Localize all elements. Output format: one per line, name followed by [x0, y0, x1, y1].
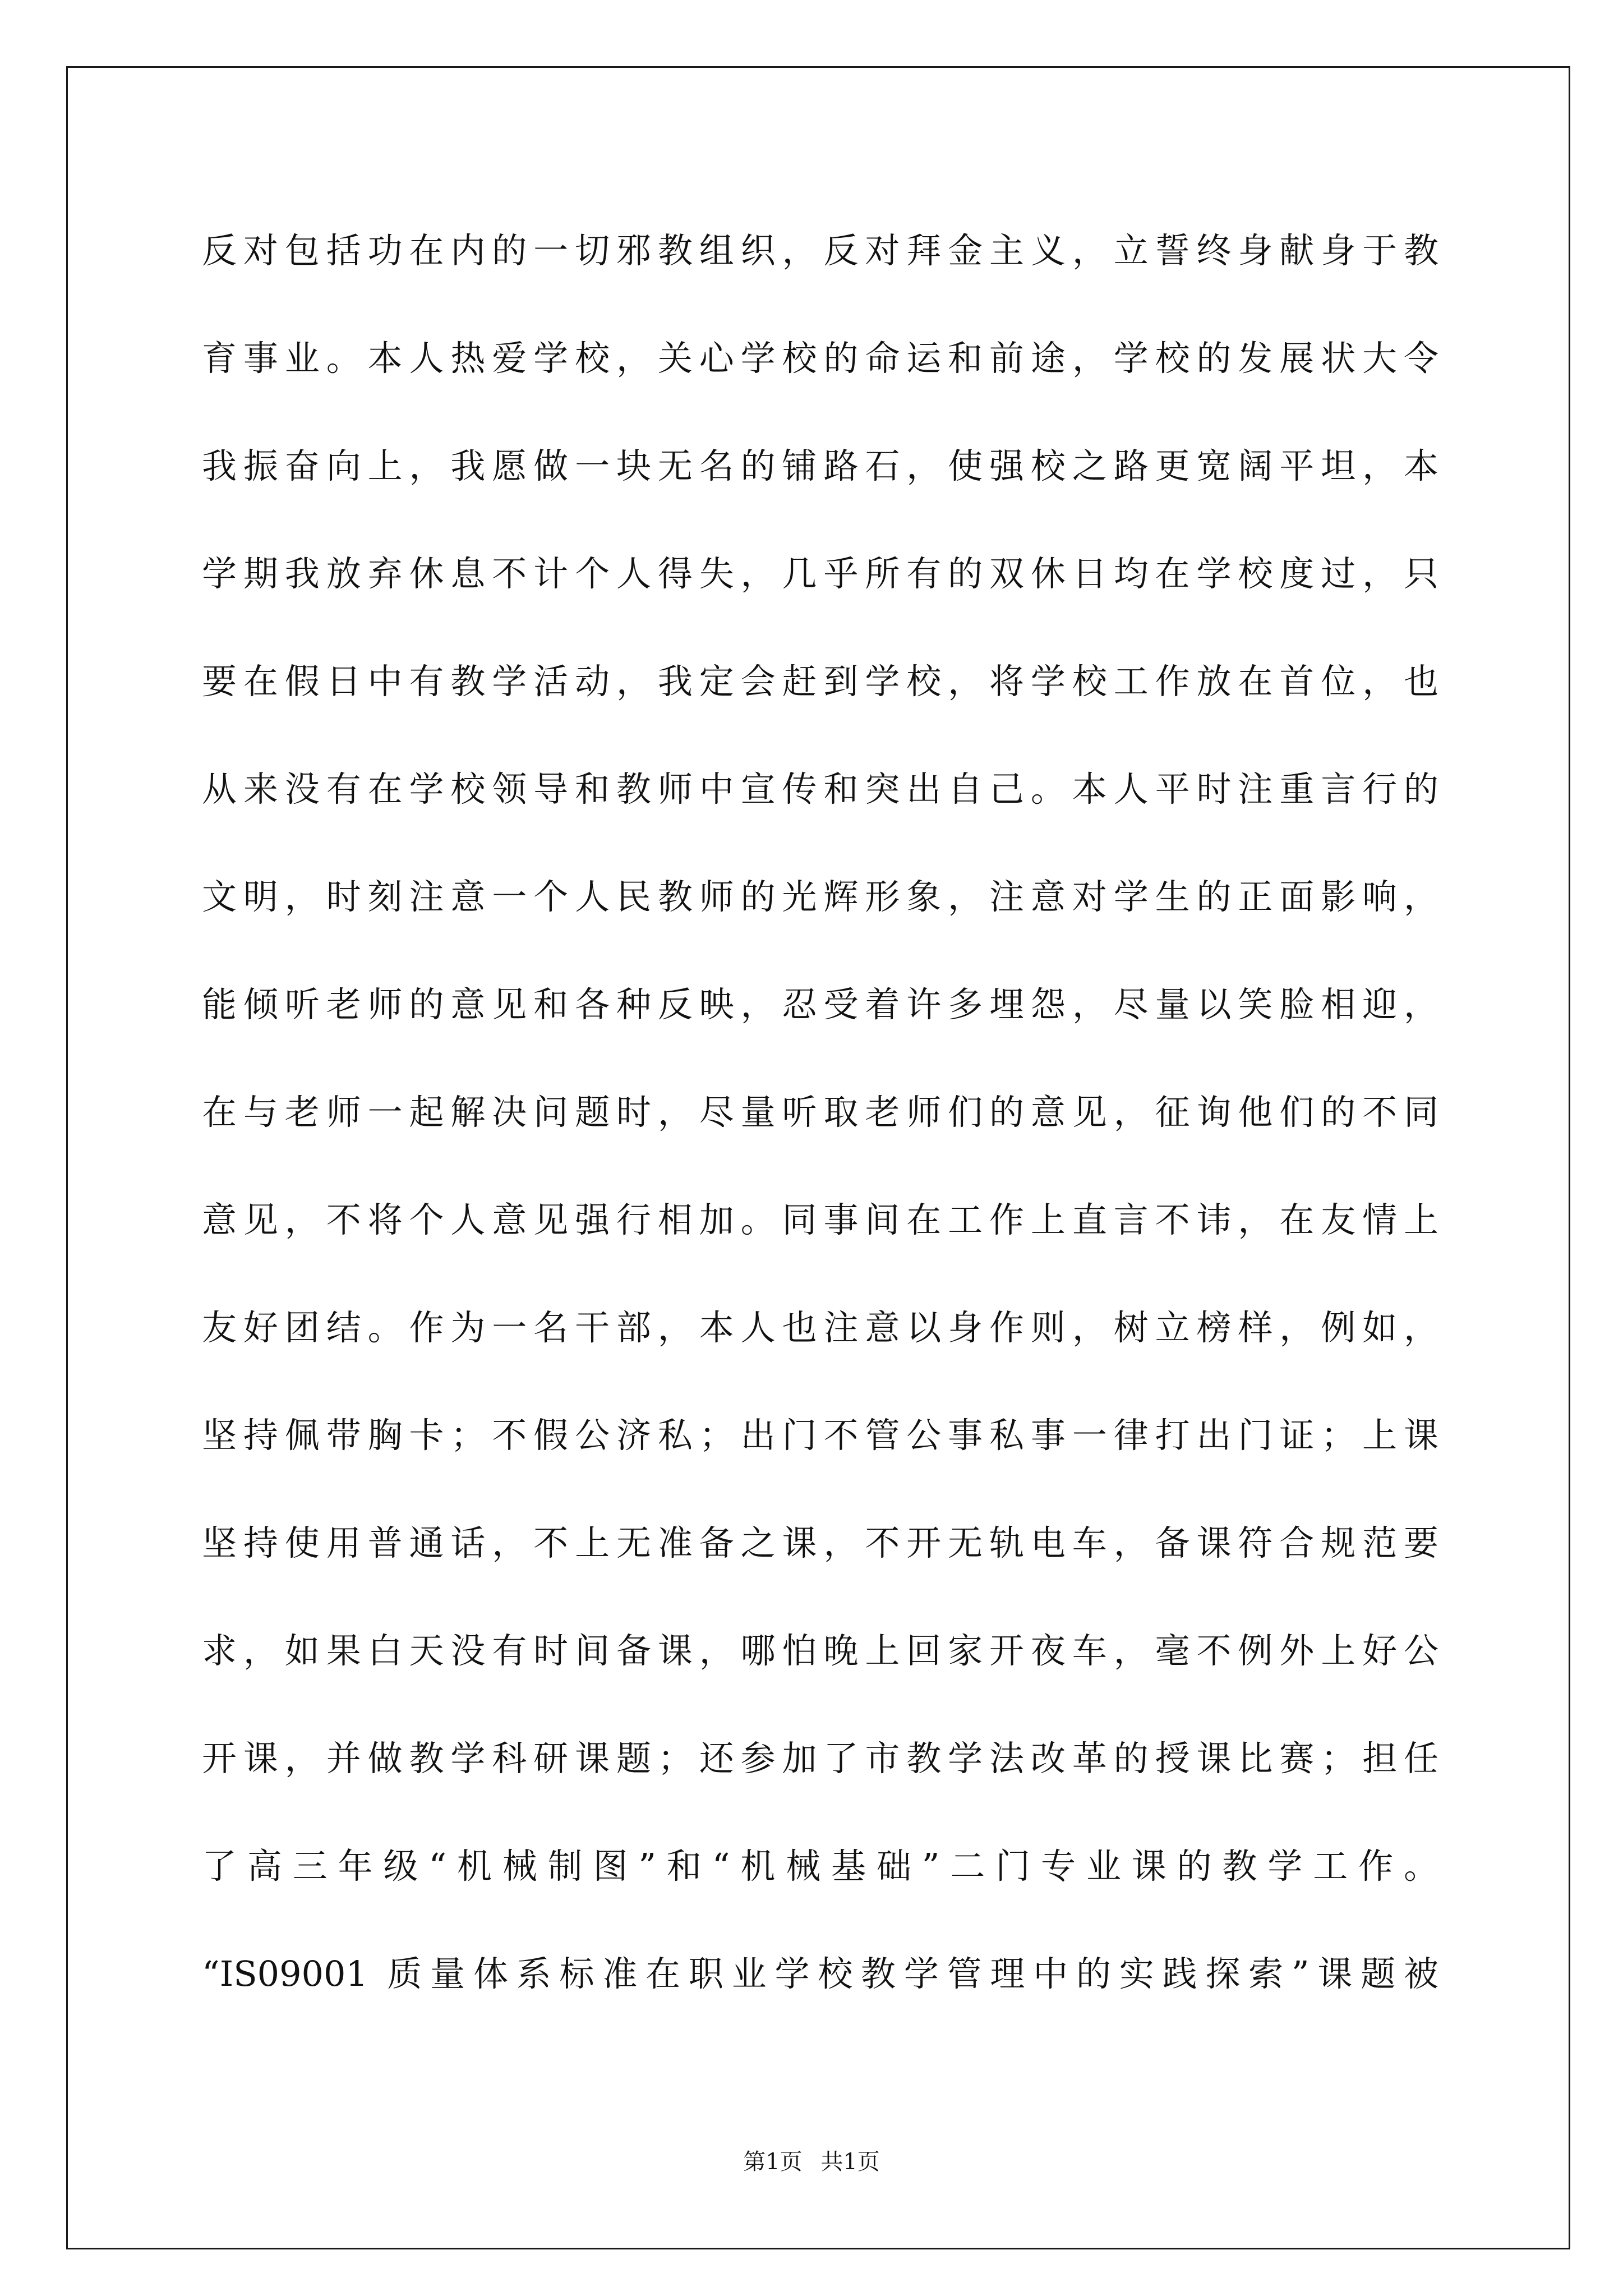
text-line: 我振奋向上，我愿做一块无名的铺路石，使强校之路更宽阔平坦，本: [202, 445, 1438, 486]
text-line: 学期我放弃休息不计个人得失，几乎所有的双休日均在学校度过，只: [202, 553, 1438, 594]
text-line: 能倾听老师的意见和各种反映，忍受着许多埋怨，尽量以笑脸相迎，: [202, 984, 1438, 1025]
text-line: 从来没有在学校领导和教师中宣传和突出自己。本人平时注重言行的: [202, 769, 1438, 809]
text-line: 文明，时刻注意一个人民教师的光辉形象，注意对学生的正面影响，: [202, 876, 1438, 917]
text-line: 友好团结。作为一名干部，本人也注意以身作则，树立榜样，例如，: [202, 1307, 1438, 1348]
text-line: 开课，并做教学科研课题；还参加了市教学法改革的授课比赛；担任: [202, 1738, 1438, 1779]
page-number-footer: 第1页 共1页: [743, 2149, 880, 2175]
text-line: 坚持使用普通话，不上无准备之课，不开无轨电车，备课符合规范要: [202, 1522, 1438, 1563]
document-body: [202, 197, 1438, 2028]
text-line: 要在假日中有教学活动，我定会赶到学校，将学校工作放在首位，也: [202, 661, 1438, 702]
text-line: 意见，不将个人意见强行相加。同事间在工作上直言不讳，在友情上: [202, 1199, 1438, 1240]
text-line: 育事业。本人热爱学校，关心学校的命运和前途，学校的发展状大令: [202, 338, 1438, 379]
text-line: 求，如果白天没有时间备课，哪怕晚上回家开夜车，毫不例外上好公: [202, 1630, 1438, 1671]
text-line: “IS09001 质量体系标准在职业学校教学管理中的实践探索”课题被: [202, 1953, 1438, 1994]
text-line: 在与老师一起解决问题时，尽量听取老师们的意见，征询他们的不同: [202, 1092, 1438, 1133]
text-line: 了高三年级“机械制图”和“机械基础”二门专业课的教学工作。: [202, 1846, 1438, 1887]
text-line: 反对包括功在内的一切邪教组织，反对拜金主义，立誓终身献身于教: [202, 230, 1438, 271]
text-line: 坚持佩带胸卡；不假公济私；出门不管公事私事一律打出门证；上课: [202, 1415, 1438, 1456]
